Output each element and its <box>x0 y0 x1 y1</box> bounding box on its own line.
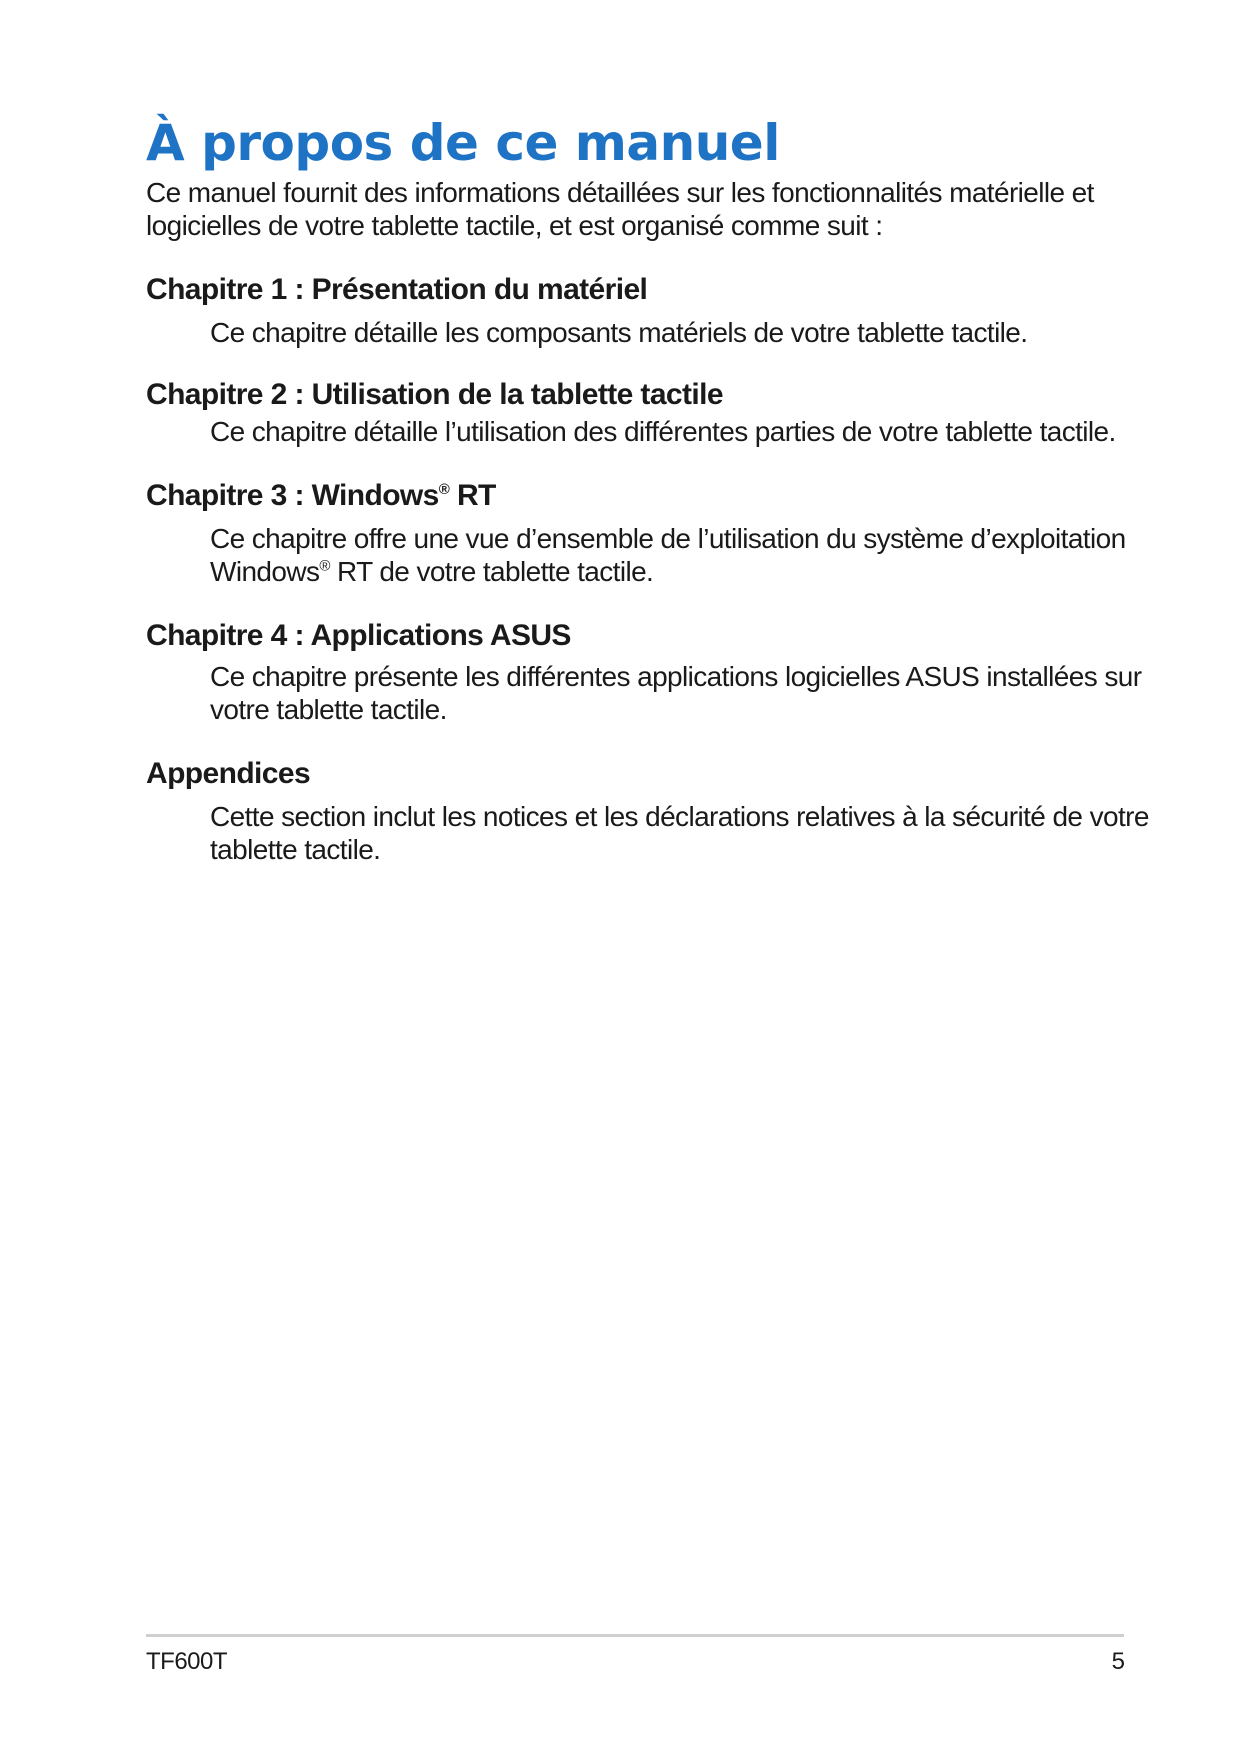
section-chapter-3 <box>146 478 1126 588</box>
intro-paragraph: Ce manuel fournit des informations détaillées sur les fonctionnalités matérielle et logicielles de votre tablette tactile, et est organisé comme suit : <box>146 177 1094 241</box>
registered-mark: ® <box>438 481 450 498</box>
footer-page-number: 5 <box>1111 1648 1125 1675</box>
section-heading: Chapitre 4 : Applications ASUS <box>146 619 571 652</box>
section-chapter-1 <box>146 272 1126 349</box>
section-appendices <box>146 756 1149 866</box>
section-description <box>210 522 1150 588</box>
registered-mark: ® <box>319 557 330 575</box>
description-text: Ce chapitre offre une vue d’ensemble de l’utilisation du système d’exploitation Windows <box>210 523 1126 587</box>
section-heading: Chapitre 1 : Présentation du matériel <box>146 273 648 306</box>
page-content <box>146 112 1149 866</box>
section-heading <box>146 478 1126 514</box>
section-heading: Appendices <box>146 757 311 790</box>
section-description: Ce chapitre détaille les composants matériels de votre tablette tactile. <box>210 317 1028 348</box>
section-description: Ce chapitre présente les différentes applications logicielles ASUS installées sur votre tablette tactile. <box>210 661 1142 725</box>
page-title: À propos de ce manuel <box>146 114 780 172</box>
section-description: Ce chapitre détaille l’utilisation des différentes parties de votre tablette tactile. <box>210 416 1116 447</box>
section-heading: Chapitre 2 : Utilisation de la tablette tactile <box>146 378 723 411</box>
section-chapter-2 <box>146 377 1126 448</box>
section-chapter-4 <box>146 618 1142 726</box>
description-text-suffix: RT de votre tablette tactile. <box>329 556 654 587</box>
section-description: Cette section inclut les notices et les déclarations relatives à la sécurité de votre tablette tactile. <box>210 801 1149 865</box>
heading-text: Chapitre 3 : Windows <box>146 479 439 512</box>
footer-divider <box>146 1634 1124 1637</box>
heading-text-suffix: RT <box>449 479 496 512</box>
footer-model: TF600T <box>146 1648 228 1675</box>
